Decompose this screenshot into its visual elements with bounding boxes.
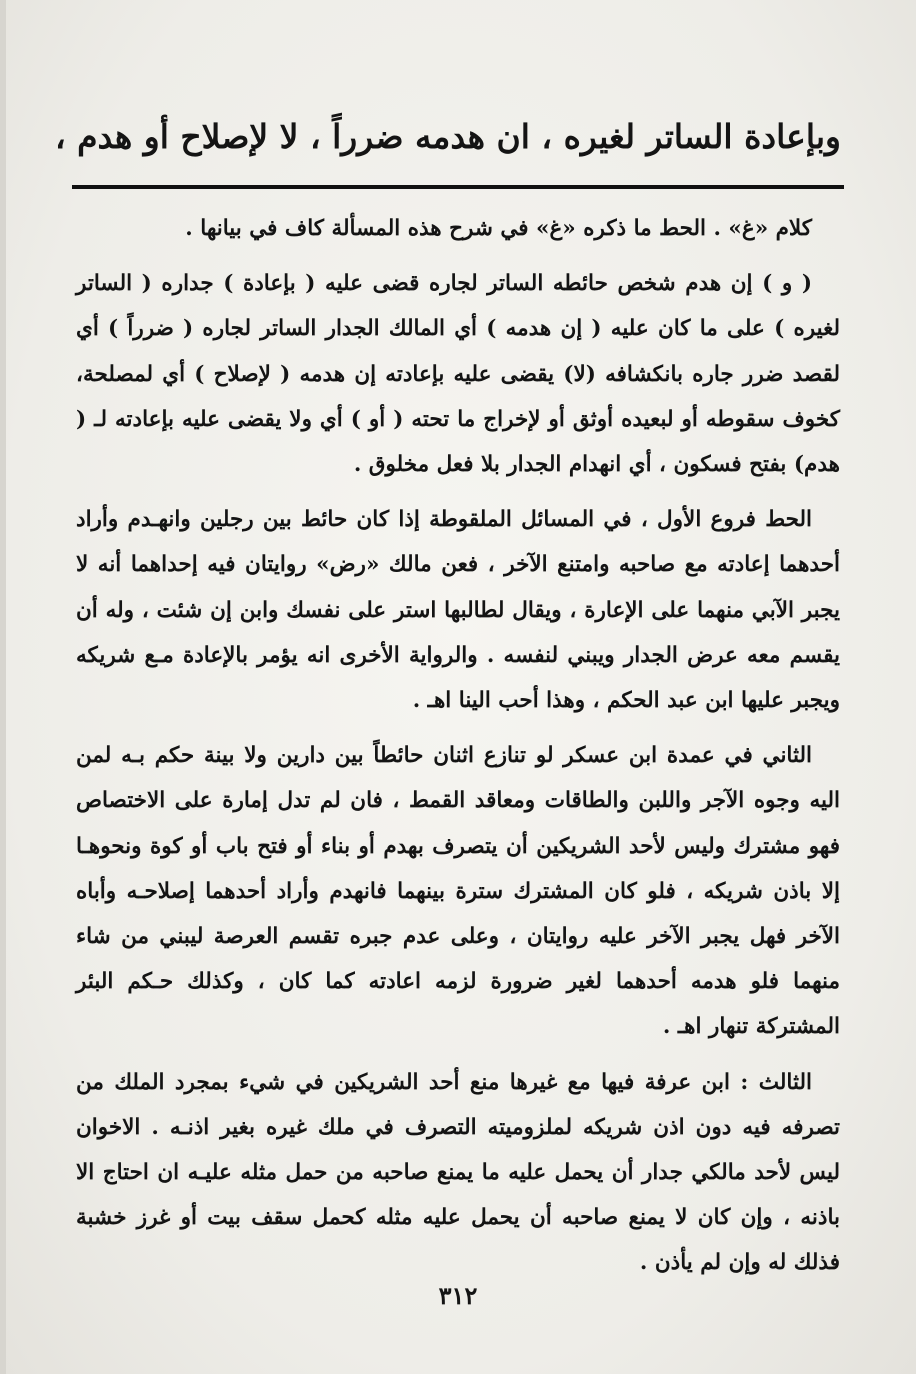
commentary-body bbox=[76, 206, 840, 1296]
page-number: ٣١٢ bbox=[438, 1281, 478, 1310]
page-edge-shadow bbox=[0, 0, 6, 1374]
paragraph-3: الحط فروع الأول ، في المسائل الملقوطة إذا كان حائط بين رجلين وانهـدم وأراد أحدهما إعادته مع صاحبه وامتنع الآخر ، فعن مالك «رض» روايتان فيه إحداهما أنه لا يجبر الآبي منهما على الإعارة ، ويقال لطالبها استر على نفسك وابن إن شئت ، وله أن يقسم معه عرض الجدار ويبني لنفسه . والرواية الأخرى انه يؤمر بالإعادة مـع شريكه ويجبر عليها ابن عبد الحكم ، وهذا أحب الينا اهـ . bbox=[76, 507, 840, 714]
paragraph-1: كلام «غ» . الحط ما ذكره «غ» في شرح هذه المسألة كاف في بيانها . bbox=[185, 216, 812, 241]
matn-header: وبإعادة الساتر لغيره ، ان هدمه ضرراً ، لا لإصلاح أو هدم ، bbox=[54, 117, 841, 156]
paragraph-5: الثالث : ابن عرفة فيها مع غيرها منع أحد الشريكين في شيء بمجرد الملك من تصرفه فيه دون اذن شريكه لملزوميته التصرف في ملك غيره بغير اذنـه . الاخوان ليس لأحد مالكي جدار أن يحمل عليه ما يمنع صاحبه من حمل مثله عليـه ان احتاج الا باذنه ، وإن كان لا يمنع صاحبه أن يحمل عليه مثله كحمل سقف بيت أو غرز خشبة فذلك له وإن لم يأذن . bbox=[76, 1069, 840, 1276]
paragraph-4: الثاني في عمدة ابن عسكر لو تنازع اثنان حائطاً بين دارين ولا بينة حكم بـه لمن اليه وجوه الآجر واللبن والطاقات ومعاقد القمط ، فان لم تدل إمارة على الاختصاص فهو مشترك وليس لأحد الشريكين أن يتصرف بهدم أو بناء أو فتح باب أو كوة ونحوهـا إلا باذن شريكه ، فلو كان المشترك سترة بينهما فانهدم وأراد أحدهما إصلاحـه وأباه الآخر فهل يجبر الآخر عليه روايتان ، وعلى عدم جبره تقسم العرصة ليبني من شاء منهما فلو هدمه أحدهما لغير ضرورة لزمه اعادته كما كان ، وكذلك حـكم البئر المشتركة تنهار اهـ . bbox=[76, 743, 840, 1040]
paragraph-2: ( و ) إن هدم شخص حائطه الساتر لجاره قضى عليه ( بإعادة ) جداره ( الساتر لغيره ) على ما كان عليه ( إن هدمه ) أي المالك الجدار الساتر لجاره ( ضرراً ) أي لقصد ضرر جاره بانكشافه (لا) يقضى عليه بإعادته إن هدمه ( لإصلاح ) أي لمصلحة، كخوف سقوطه أو لبعيده أوثق أو لإخراج ما تحته ( أو ) أي ولا يقضى عليه بإعادته لـ ( هدم) بفتح فسكون ، أي انهدام الجدار بلا فعل مخلوق . bbox=[76, 271, 840, 478]
header-rule bbox=[72, 185, 844, 189]
